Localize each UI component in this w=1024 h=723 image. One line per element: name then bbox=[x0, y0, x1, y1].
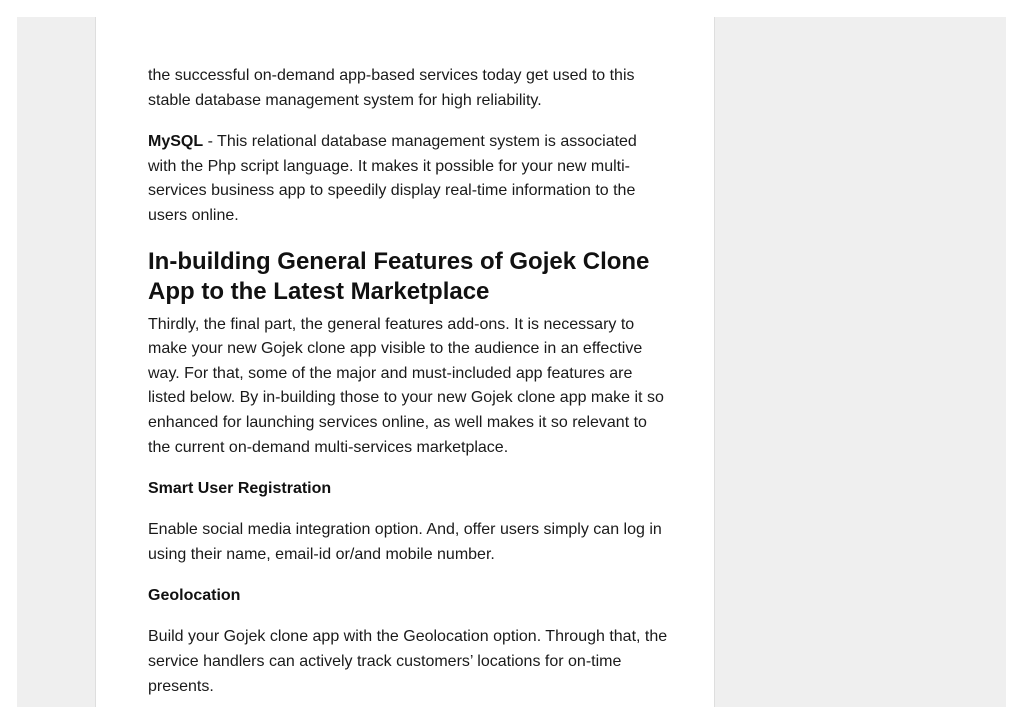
section-heading: In-building General Features of Gojek Clone App to the Latest Marketplace bbox=[148, 247, 650, 305]
feature-text-geolocation: Build your Gojek clone app with the Geolocation option. Through that, the service handlers can actively track customers’ locations for on-time presents. bbox=[148, 628, 668, 695]
intro-paragraph: the successful on-demand app-based services today get used to this stable database management system for high reliability. bbox=[148, 67, 635, 109]
section-intro-paragraph: Thirdly, the final part, the general features add-ons. It is necessary to make your new Gojek clone app visible to the audience in an effective way. For that, some of the major and must-included app features are listed below. By in-building those to your new Gojek clone app make it so enhanced for launching services online, as well makes it so relevant to the current on-demand multi-services marketplace. bbox=[148, 315, 664, 456]
article-body bbox=[148, 64, 668, 699]
feature-title-geolocation: Geolocation bbox=[148, 587, 241, 605]
mysql-term: MySQL bbox=[148, 133, 204, 151]
content-column bbox=[95, 17, 715, 707]
feature-title-smart-user-registration: Smart User Registration bbox=[148, 480, 332, 498]
feature-text-smart-user-registration: Enable social media integration option. And, offer users simply can log in using their name, email-id or/and mobile number. bbox=[148, 521, 662, 563]
page-background bbox=[17, 17, 1006, 707]
mysql-paragraph bbox=[148, 130, 668, 228]
mysql-description: - This relational database management system is associated with the Php script language. It makes it possible for your new multi-services business app to speedily display real-time information to the users online. bbox=[148, 133, 637, 224]
